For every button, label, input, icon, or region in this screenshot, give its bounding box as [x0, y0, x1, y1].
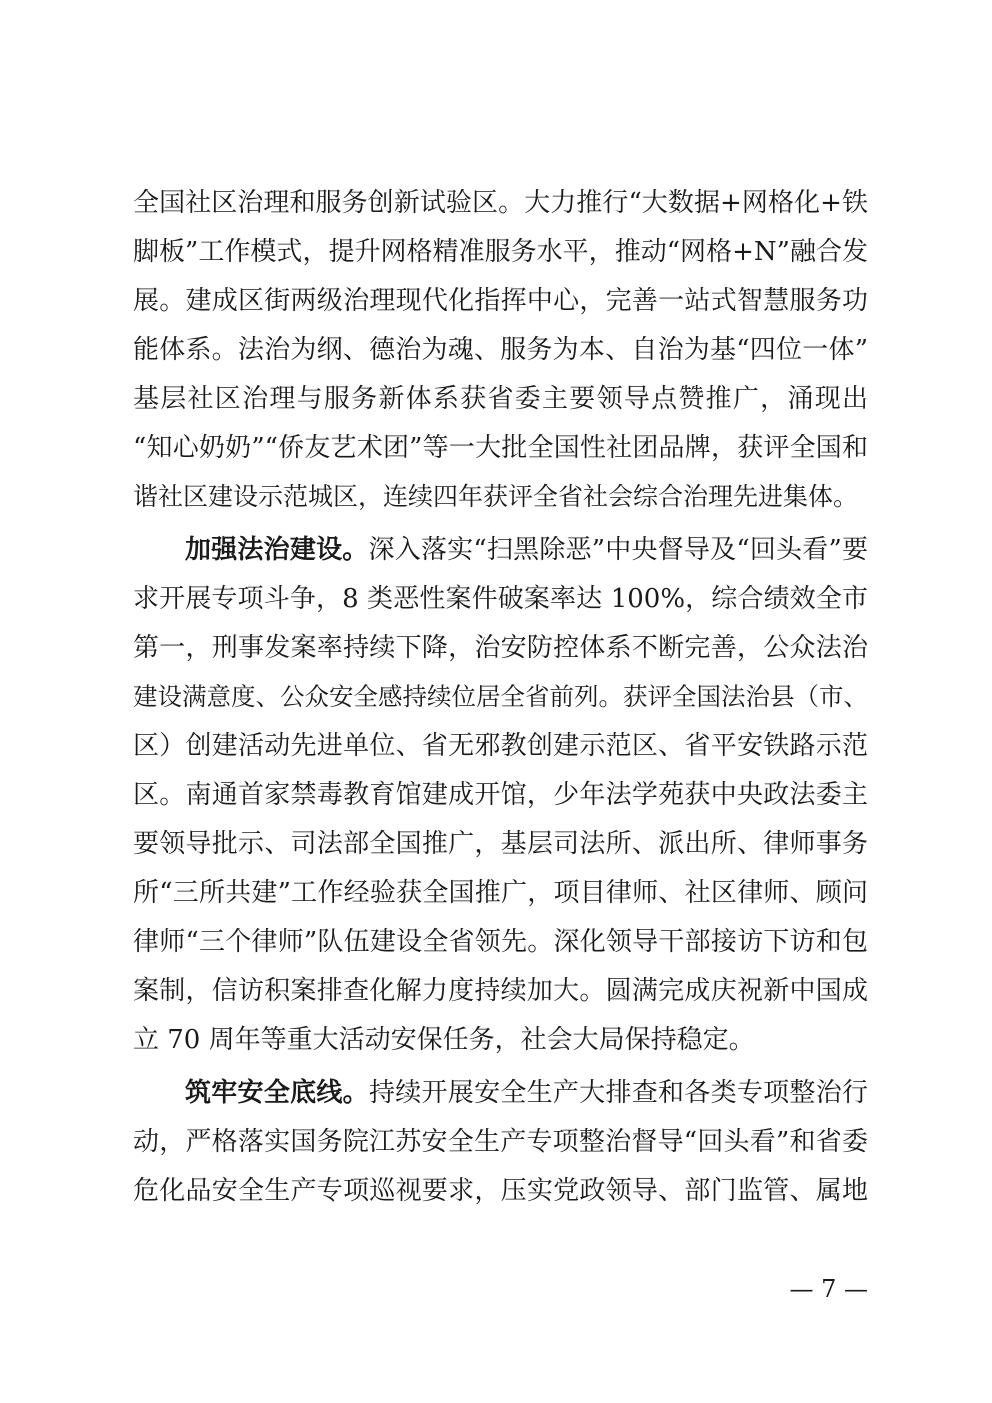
paragraph-text: 持续开展安全生产大排查和各类专项整治行: [368, 1078, 868, 1108]
paragraph-line: 基层社区治理与服务新体系获省委主要领导点赞推广，涌现出: [133, 384, 868, 414]
paragraph-first-line: [185, 1073, 868, 1113]
paragraph-line: 立 70 周年等重大活动安保任务，社会大局保持稳定。: [133, 1025, 755, 1055]
paragraph-line: 要领导批示、司法部全国推广，基层司法所、派出所、律师事务: [133, 829, 868, 859]
paragraph-line: 区。南通首家禁毒教育馆建成开馆，少年法学苑获中央政法委主: [133, 780, 868, 810]
paragraph-first-line: [185, 530, 868, 570]
paragraph-line: 展。建成区街两级治理现代化指挥中心，完善一站式智慧服务功: [133, 286, 868, 316]
page-number: — 7 —: [789, 1275, 868, 1303]
paragraph-text: 深入落实“扫黑除恶”中央督导及“回头看”要: [368, 535, 868, 565]
paragraph-line: 动，严格落实国务院江苏安全生产专项整治督导“回头看”和省委: [133, 1127, 868, 1157]
paragraph-line: 谐社区建设示范城区，连续四年获评全省社会综合治理先进集体。: [133, 482, 859, 511]
paragraph-line: 建设满意度、公众安全感持续位居全省前列。获评全国法治县（市、: [133, 682, 868, 711]
paragraph-line: 全国社区治理和服务创新试验区。大力推行“大数据+网格化+铁: [133, 188, 868, 218]
paragraph-line: 所“三所共建”工作经验获全国推广，项目律师、社区律师、顾问: [133, 878, 868, 908]
paragraph-line: 能体系。法治为纲、德治为魂、服务为本、自治为基“四位一体”: [133, 335, 868, 365]
section-heading: 筑牢安全底线。: [185, 1078, 369, 1108]
section-heading: 加强法治建设。: [185, 535, 369, 565]
paragraph-line: “知心奶奶”“侨友艺术团”等一大批全国性社团品牌，获评全国和: [133, 433, 868, 463]
paragraph-line: 危化品安全生产专项巡视要求，压实党政领导、部门监管、属地: [133, 1176, 868, 1206]
paragraph-line: 求开展专项斗争，8 类恶性案件破案率达 100%，综合绩效全市: [133, 584, 868, 614]
paragraph-line: 区）创建活动先进单位、省无邪教创建示范区、省平安铁路示范: [133, 731, 868, 761]
paragraph-line: 律师“三个律师”队伍建设全省领先。深化领导干部接访下访和包: [133, 927, 868, 957]
paragraph-line: 脚板”工作模式，提升网格精准服务水平，推动“网格+N”融合发: [133, 237, 868, 267]
paragraph-line: 第一，刑事发案率持续下降，治安防控体系不断完善，公众法治: [133, 633, 868, 663]
paragraph-line: 案制，信访积案排查化解力度持续加大。圆满完成庆祝新中国成: [133, 976, 868, 1006]
